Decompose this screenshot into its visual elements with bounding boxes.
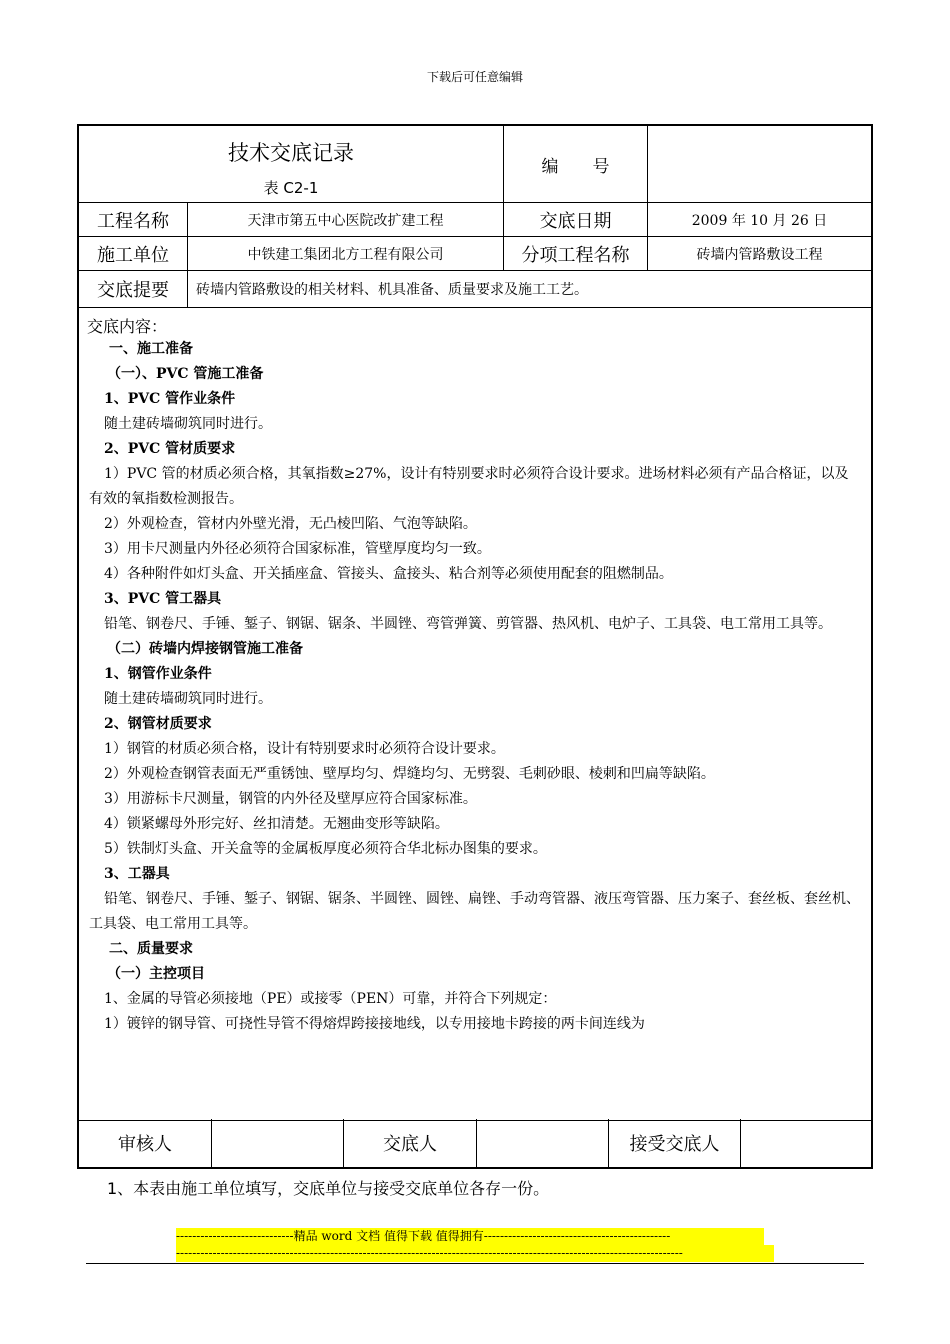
date-value[interactable]: 2009 年 10 月 26 日	[691, 212, 828, 229]
content-paragraph: 1）PVC 管的材质必须合格，其氧指数≥27%，设计有特别要求时必须符合设计要求。进场材料必须有产品合格证，以及有效的氧指数检测报告。	[89, 466, 849, 507]
disclosure-content	[79, 308, 871, 1121]
summary-value[interactable]: 砖墙内管路敷设的相关材料、机具准备、质量要求及施工工艺。	[196, 282, 588, 298]
project-name-value[interactable]: 天津市第五中心医院改扩建工程	[188, 203, 504, 236]
promo-banner-line1: -----------------------------精品 word 文档 值得下载 值得拥有----------------------------------------------	[176, 1228, 764, 1245]
presenter-label: 交底人	[344, 1119, 477, 1167]
content-paragraph: 5）铁制灯头盒、开关盒等的金属板厚度必须符合华北标办图集的要求。	[104, 841, 547, 857]
content-paragraph: 铅笔、钢卷尺、手锤、錾子、钢锯、锯条、半圆锉、圆锉、扁锉、手动弯管器、液压弯管器、压力案子、套丝板、套丝机、工具袋、电工常用工具等。	[89, 891, 860, 932]
content-paragraph: 铅笔、钢卷尺、手锤、錾子、钢锯、锯条、半圆锉、弯管弹簧、剪管器、热风机、电炉子、工具袋、电工常用工具等。	[104, 616, 832, 632]
number-value[interactable]	[648, 126, 871, 202]
summary-label: 交底提要	[79, 271, 188, 307]
content-paragraph: 4）锁紧螺母外形完好、丝扣清楚。无翘曲变形等缺陷。	[104, 816, 449, 832]
content-heading: 3、工器具	[104, 866, 170, 882]
disclosure-form	[77, 124, 873, 1169]
content-paragraph: 4）各种附件如灯头盒、开关插座盒、管接头、盒接头、粘合剂等必须使用配套的阻燃制品。	[104, 566, 673, 582]
content-paragraph: 1、金属的导管必须接地（PE）或接零（PEN）可靠，并符合下列规定：	[104, 991, 557, 1007]
content-paragraph: 3）用卡尺测量内外径必须符合国家标准，管壁厚度均匀一致。	[104, 541, 491, 557]
receiver-label: 接受交底人	[609, 1119, 741, 1167]
content-heading: （二）砖墙内焊接钢管施工准备	[107, 641, 303, 657]
title-cell	[79, 126, 504, 202]
content-paragraph: 1）钢管的材质必须合格，设计有特别要求时必须符合设计要求。	[104, 741, 505, 757]
content-paragraph: 随土建砖墙砌筑同时进行。	[104, 691, 272, 707]
footnote: 1、本表由施工单位填写，交底单位与接受交底单位各存一份。	[107, 1179, 550, 1198]
content-heading: 1、钢管作业条件	[104, 666, 212, 682]
content-paragraph: 1）镀锌的钢导管、可挠性导管不得熔焊跨接接地线，以专用接地卡跨接的两卡间连线为	[104, 1016, 645, 1032]
unit-row	[79, 237, 871, 271]
content-heading: （一）、PVC 管施工准备	[107, 366, 264, 382]
content-label: 交底内容：	[87, 317, 168, 336]
content-heading: 2、钢管材质要求	[104, 716, 212, 732]
top-note: 下载后可任意编辑	[426, 70, 523, 84]
signature-row	[79, 1119, 871, 1167]
project-name-label: 工程名称	[79, 203, 188, 236]
date-label: 交底日期	[504, 203, 648, 236]
number-label: 编 号	[504, 126, 648, 202]
project-row	[79, 203, 871, 237]
content-heading: 二、质量要求	[109, 941, 193, 957]
bottom-rule	[86, 1263, 864, 1264]
unit-value[interactable]: 中铁建工集团北方工程有限公司	[188, 237, 504, 270]
reviewer-field[interactable]	[212, 1119, 344, 1167]
content-body	[89, 337, 861, 1037]
subproject-value[interactable]: 砖墙内管路敷设工程	[696, 246, 823, 263]
presenter-field[interactable]	[477, 1119, 609, 1167]
title-row	[79, 126, 871, 203]
summary-row	[79, 271, 871, 308]
form-code: 表 C2-1	[263, 178, 319, 197]
promo-banner-line2: -----------------------------------------------------------------------------------------------------------------------------	[176, 1245, 774, 1262]
content-paragraph: 2）外观检查，管材内外壁光滑，无凸棱凹陷、气泡等缺陷。	[104, 516, 477, 532]
content-heading: 一、施工准备	[109, 341, 193, 357]
unit-label: 施工单位	[79, 237, 188, 270]
form-title: 技术交底记录	[228, 140, 354, 165]
subproject-label: 分项工程名称	[504, 237, 648, 270]
content-heading: 2、PVC 管材质要求	[104, 441, 236, 457]
content-paragraph: 2）外观检查钢管表面无严重锈蚀、壁厚均匀、焊缝均匀、无劈裂、毛刺砂眼、棱刺和凹扁等缺陷。	[104, 766, 715, 782]
reviewer-label: 审核人	[79, 1119, 212, 1167]
content-paragraph: 随土建砖墙砌筑同时进行。	[104, 416, 272, 432]
content-heading: 1、PVC 管作业条件	[104, 391, 236, 407]
content-heading: 3、PVC 管工器具	[104, 591, 222, 607]
content-heading: （一）主控项目	[107, 966, 205, 982]
content-paragraph: 3）用游标卡尺测量，钢管的内外径及壁厚应符合国家标准。	[104, 791, 477, 807]
receiver-field[interactable]	[741, 1119, 871, 1167]
